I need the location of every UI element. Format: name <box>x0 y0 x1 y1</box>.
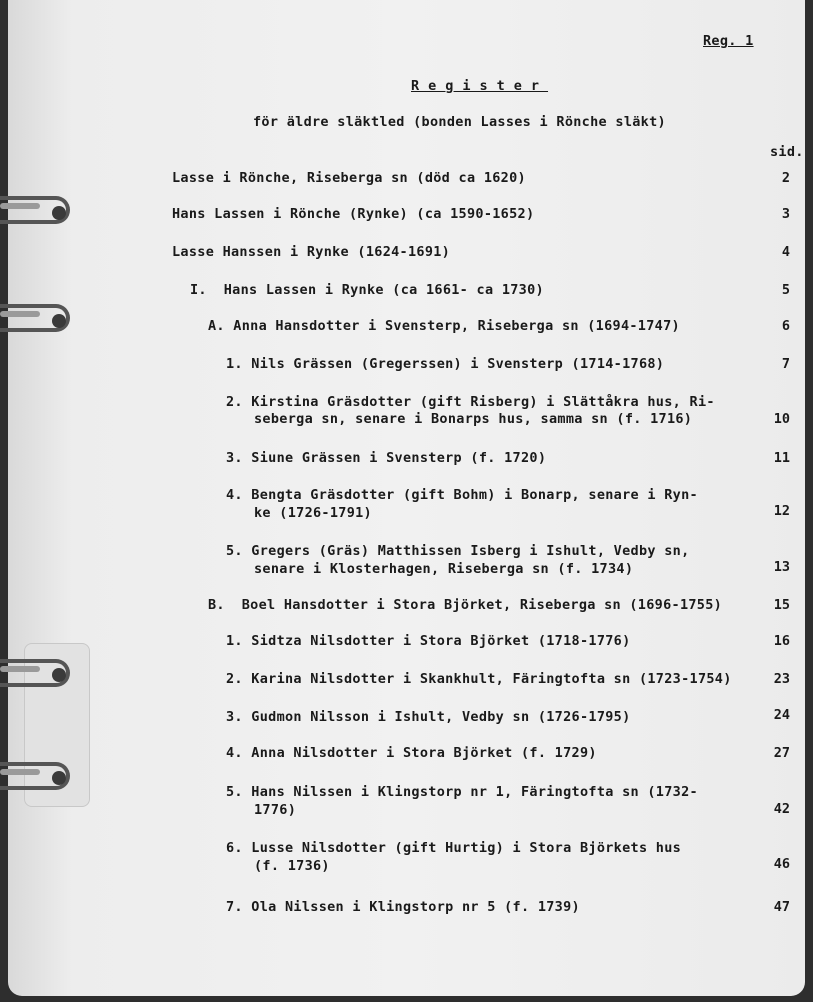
register-entry-continuation: (f. 1736) <box>254 858 330 874</box>
entry-page-number: 42 <box>773 801 790 817</box>
register-entry: 1. Nils Grässen (Gregerssen) i Svensterp (1714-1768) <box>226 356 665 372</box>
register-entry: Lasse Hanssen i Rynke (1624-1691) <box>172 244 451 260</box>
entry-page-number: 47 <box>773 899 790 915</box>
entry-page-number: 2 <box>781 170 790 186</box>
register-entry-continuation: 1776) <box>254 802 297 818</box>
register-entry: Hans Lassen i Rönche (Rynke) (ca 1590-1652) <box>172 206 535 222</box>
entry-page-number: 4 <box>781 244 790 260</box>
register-entry: 3. Gudmon Nilsson i Ishult, Vedby sn (1726-1795) <box>226 709 631 725</box>
page-title: Register <box>411 78 549 94</box>
entry-page-number: 16 <box>773 633 790 649</box>
page-column-label: sid. <box>770 144 804 160</box>
register-entry: 5. Hans Nilssen i Klingstorp nr 1, Färingtofta sn (1732- <box>226 784 698 800</box>
register-entry-continuation: senare i Klosterhagen, Riseberga sn (f. 1734) <box>254 561 634 577</box>
register-entry: 2. Kirstina Gräsdotter (gift Risberg) i Slättåkra hus, Ri- <box>226 394 715 410</box>
entry-page-number: 3 <box>781 206 790 222</box>
register-entry: 5. Gregers (Gräs) Matthissen Isberg i Ishult, Vedby sn, <box>226 543 690 559</box>
punch-hole <box>52 668 66 682</box>
register-entry: 6. Lusse Nilsdotter (gift Hurtig) i Stora Björkets hus <box>226 840 682 856</box>
entry-page-number: 24 <box>773 707 790 723</box>
register-entry: 2. Karina Nilsdotter i Skankhult, Färingtofta sn (1723-1754) <box>226 671 732 687</box>
punch-hole <box>52 771 66 785</box>
entry-page-number: 5 <box>781 282 790 298</box>
entry-page-number: 15 <box>773 597 790 613</box>
register-entry: 1. Sidtza Nilsdotter i Stora Björket (1718-1776) <box>226 633 631 649</box>
entry-page-number: 7 <box>781 356 790 372</box>
entry-page-number: 12 <box>773 503 790 519</box>
entry-page-number: 10 <box>773 411 790 427</box>
punch-hole <box>52 206 66 220</box>
register-entry: 4. Anna Nilsdotter i Stora Björket (f. 1729) <box>226 745 597 761</box>
register-entry-continuation: seberga sn, senare i Bonarps hus, samma sn (f. 1716) <box>254 411 693 427</box>
entry-page-number: 6 <box>781 318 790 334</box>
entry-page-number: 13 <box>773 559 790 575</box>
register-entry: Lasse i Rönche, Riseberga sn (död ca 1620) <box>172 170 526 186</box>
register-entry: 7. Ola Nilssen i Klingstorp nr 5 (f. 1739) <box>226 899 580 915</box>
entry-page-number: 11 <box>773 450 790 466</box>
register-entry: 4. Bengta Gräsdotter (gift Bohm) i Bonarp, senare i Ryn- <box>226 487 698 503</box>
register-entry: A. Anna Hansdotter i Svensterp, Riseberga sn (1694-1747) <box>208 318 680 334</box>
register-entry: B. Boel Hansdotter i Stora Björket, Riseberga sn (1696-1755) <box>208 597 723 613</box>
entry-page-number: 23 <box>773 671 790 687</box>
entry-page-number: 46 <box>773 856 790 872</box>
punch-hole <box>52 314 66 328</box>
register-entry-continuation: ke (1726-1791) <box>254 505 372 521</box>
register-entry: 3. Siune Grässen i Svensterp (f. 1720) <box>226 450 547 466</box>
register-entry: I. Hans Lassen i Rynke (ca 1661- ca 1730) <box>190 282 544 298</box>
page-reference: Reg. 1 <box>703 33 754 49</box>
entry-page-number: 27 <box>773 745 790 761</box>
page-subtitle: för äldre släktled (bonden Lasses i Rönche släkt) <box>253 114 666 130</box>
